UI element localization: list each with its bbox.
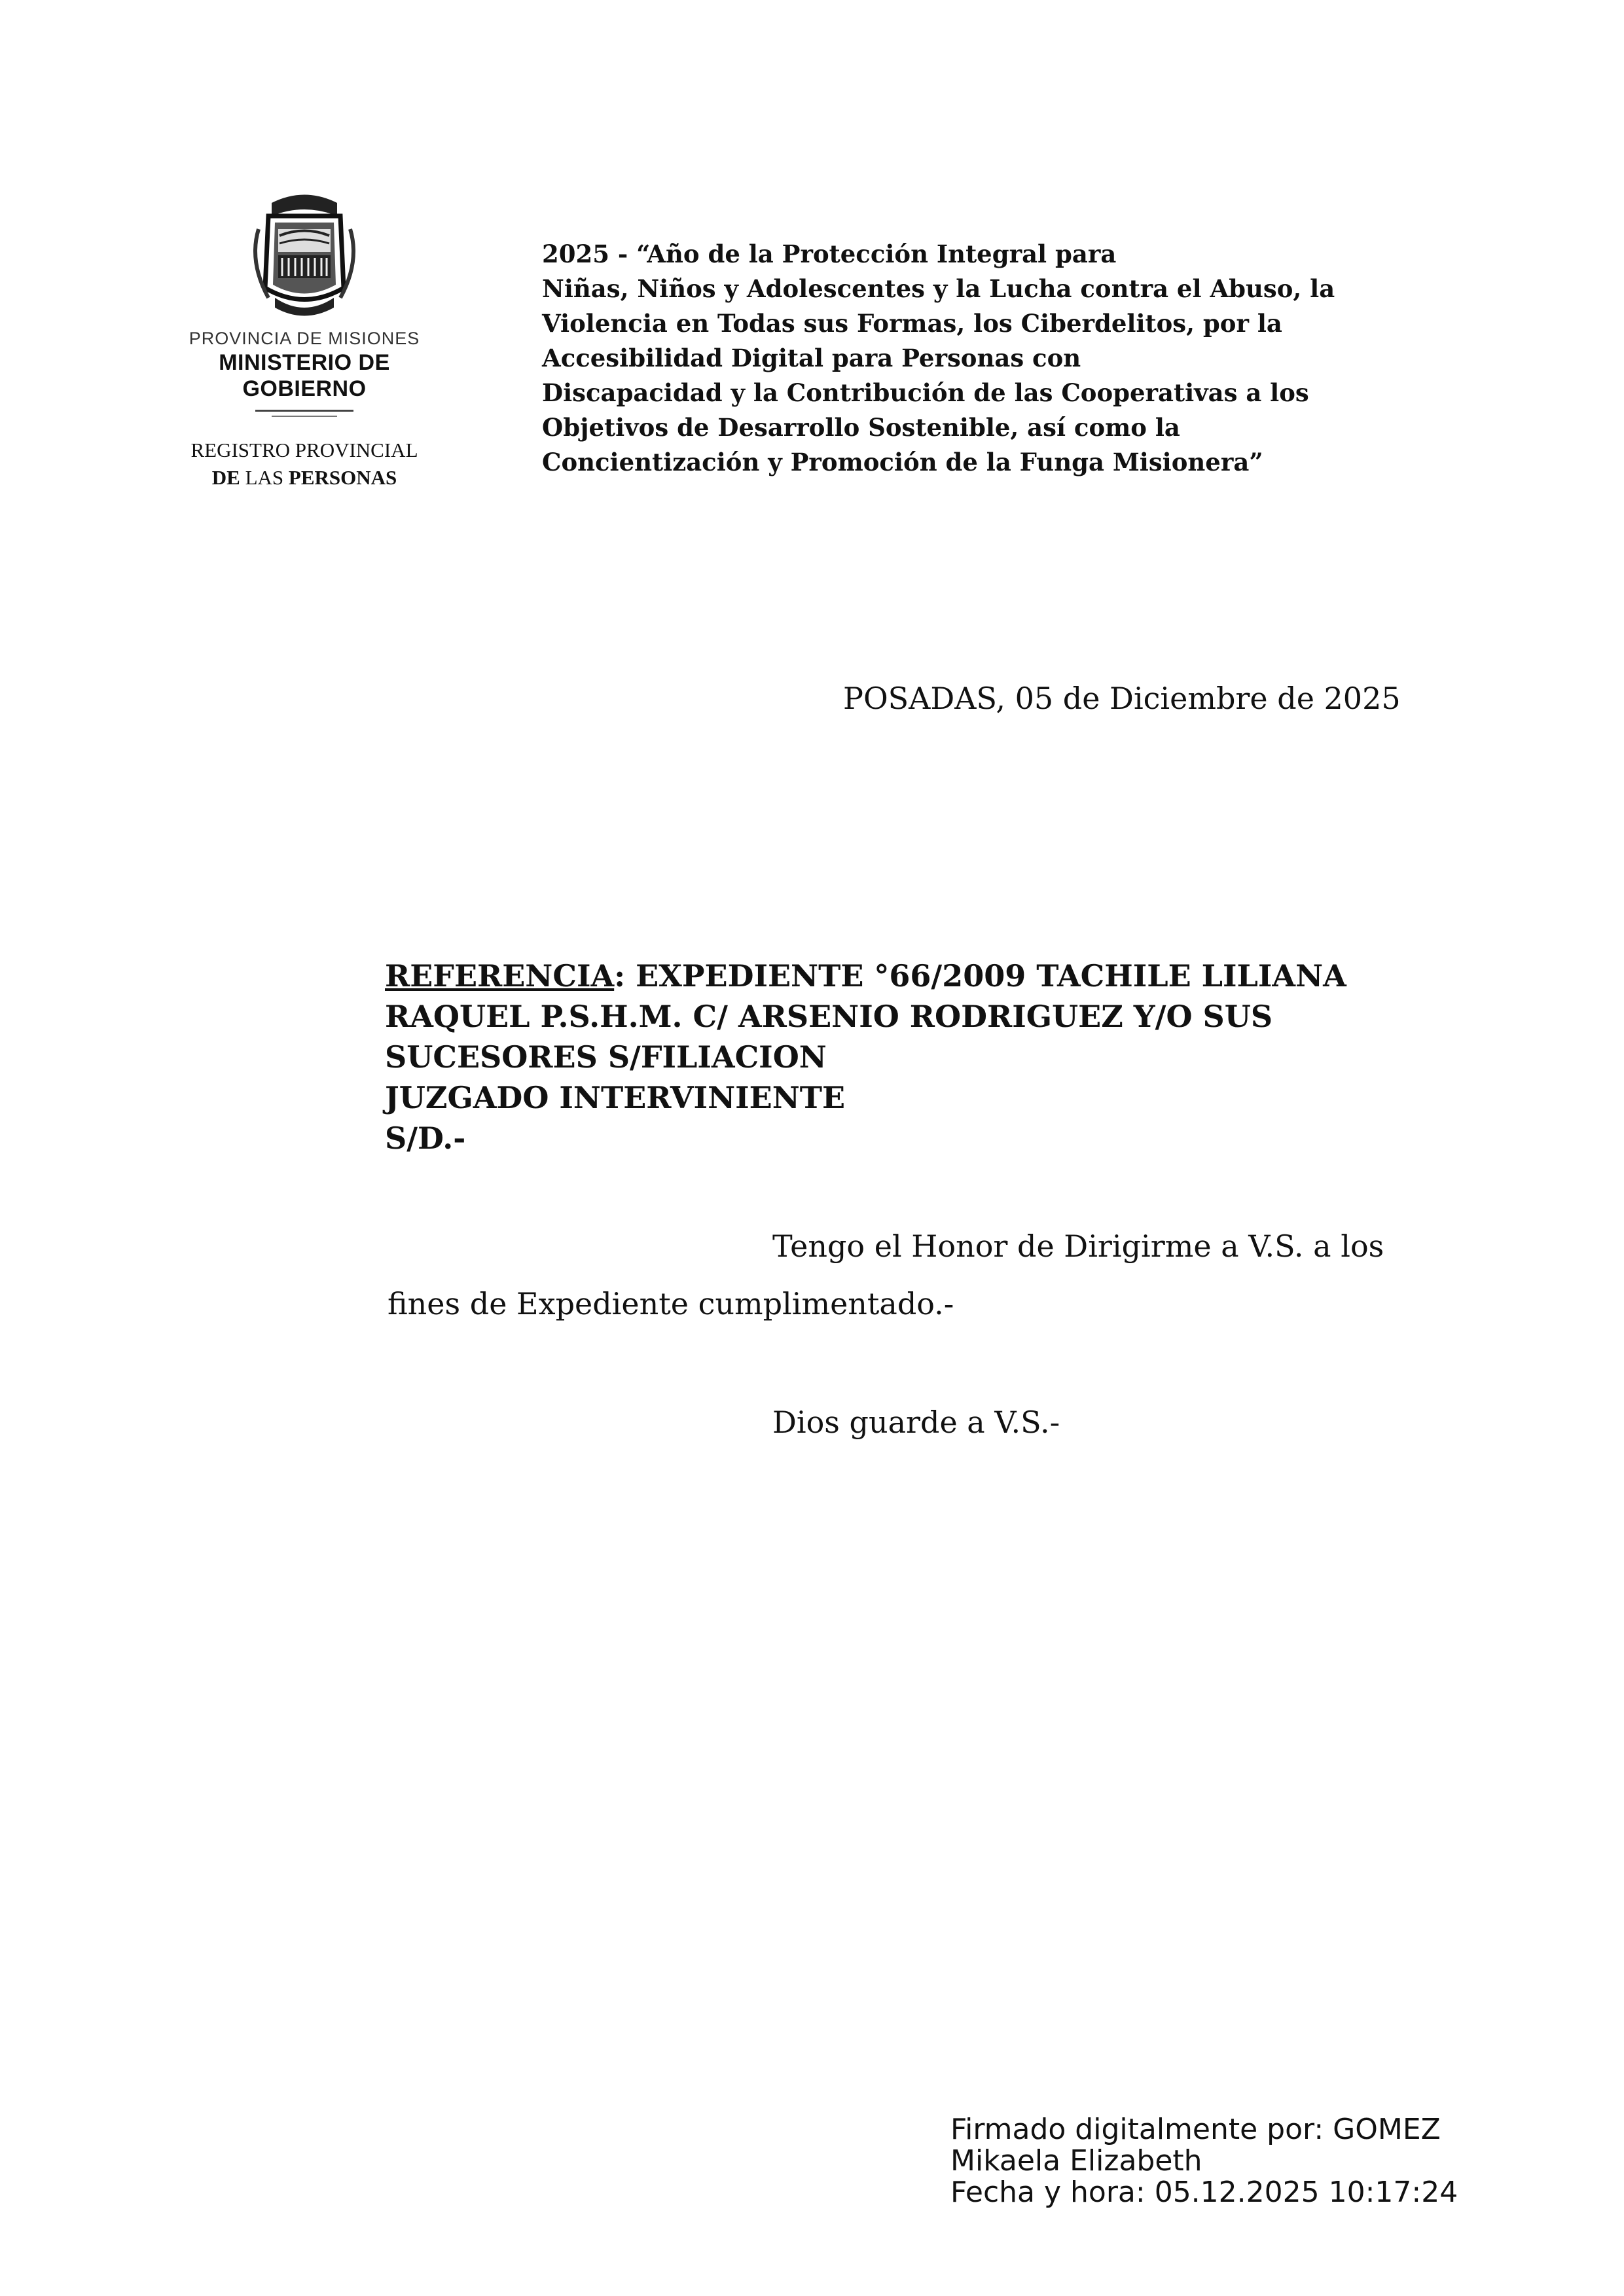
signature-line-1: Firmado digitalmente por: GOMEZ	[950, 2113, 1441, 2146]
reference-expediente: : EXPEDIENTE °66/2009 TACHILE LILIANA	[614, 958, 1346, 994]
signature-line-2: Mikaela Elizabeth	[950, 2144, 1202, 2178]
registry-line-2	[160, 464, 448, 492]
registry-line-1: REGISTRO PROVINCIAL	[190, 439, 418, 461]
motto-line: Discapacidad y la Contribución de las Cooperativas a los	[542, 378, 1309, 407]
signature-line-3: Fecha y hora: 05.12.2025 10:17:24	[950, 2176, 1458, 2209]
reference-line-1	[385, 956, 1432, 996]
logo-divider-short	[272, 416, 337, 417]
body-paragraph	[388, 1217, 1448, 1333]
reference-block	[385, 956, 1432, 1158]
motto-line: Concientización y Promoción de la Funga Misionera”	[542, 448, 1263, 476]
letterhead-logo	[160, 190, 448, 492]
province-name: PROVINCIA DE MISIONES	[189, 329, 420, 348]
logo-divider	[255, 410, 353, 412]
reference-label: REFERENCIA	[385, 958, 615, 994]
year-motto	[542, 237, 1413, 480]
body-line-2: fines de Expediente cumplimentado.-	[388, 1286, 954, 1321]
body-line-1: Tengo el Honor de Dirigirme a V.S. a los	[772, 1229, 1384, 1264]
registry-personas: PERSONAS	[288, 466, 397, 489]
registry-de: DE	[211, 466, 240, 489]
reference-line-2: RAQUEL P.S.H.M. C/ ARSENIO RODRIGUEZ Y/O SUS	[385, 999, 1273, 1034]
reference-line-4: JUZGADO INTERVINIENTE	[385, 1080, 846, 1115]
motto-line: Niñas, Niños y Adolescentes y la Lucha contra el Abuso, la	[542, 274, 1335, 303]
reference-line-3: SUCESORES S/FILIACION	[385, 1039, 827, 1075]
registry-name	[160, 437, 448, 492]
motto-line: 2025 - “Año de la Protección Integral para	[542, 240, 1117, 268]
motto-line: Accesibilidad Digital para Personas con	[542, 344, 1081, 372]
digital-signature	[950, 2114, 1540, 2208]
motto-line: Violencia en Todas sus Formas, los Ciberdelitos, por la	[542, 309, 1282, 338]
reference-line-5: S/D.-	[385, 1121, 466, 1156]
motto-line: Objetivos de Desarrollo Sostenible, así como la	[542, 413, 1180, 442]
provincial-seal-icon	[239, 190, 370, 321]
place-and-date: POSADAS, 05 de Diciembre de 2025	[843, 681, 1401, 716]
ministry-name: MINISTERIO DE GOBIERNO	[219, 350, 390, 401]
closing-salutation: Dios guarde a V.S.-	[772, 1405, 1060, 1440]
registry-las: LAS	[240, 466, 289, 489]
